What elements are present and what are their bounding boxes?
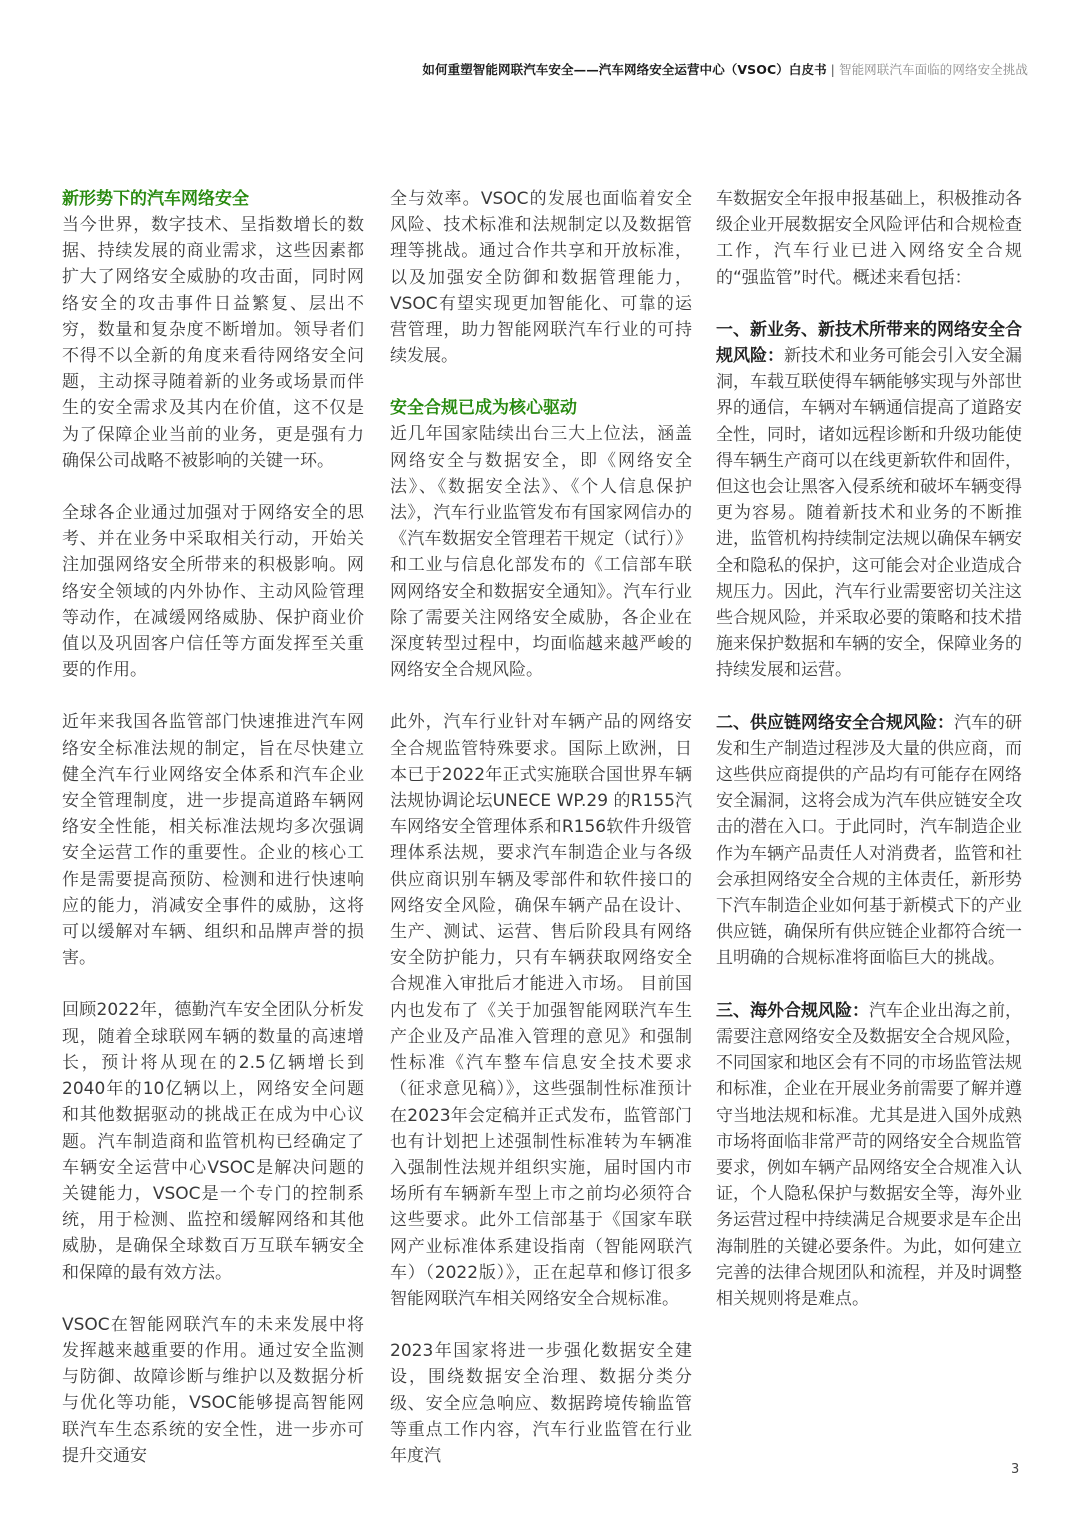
document-title: 如何重塑智能网联汽车安全——汽车网络安全运营中心（VSOC）白皮书 bbox=[422, 62, 827, 77]
header-separator: | bbox=[830, 62, 835, 77]
paragraph: 车数据安全年报申报基础上，积极推动各级企业开展数据安全风险评估和合规检查工作，汽车行业已进入网络安全合规的“强监管”时代。概述来看包括： bbox=[716, 189, 1022, 288]
heading-new-situation: 新形势下的汽车网络安全 bbox=[62, 189, 249, 209]
risk-item-2-lead: 二、供应链网络安全合规风险： bbox=[716, 712, 954, 733]
running-header bbox=[422, 60, 1028, 78]
risk-item-2-body: 汽车的研发和生产制造过程涉及大量的供应商，而这些供应商提供的产品均有可能存在网络安全漏洞，这将会成为汽车供应链安全攻击的潜在入口。于此同时，汽车制造企业作为车辆产品责任人对消费者，监管和社会承担网络安全合规的主体责任，新形势下汽车制造企业如何基于新模式下的产业供应链，确保所有供应链企业都符合统一且明确的合规标准将面临巨大的挑战。 bbox=[716, 712, 1022, 969]
paragraph: 此外，汽车行业针对车辆产品的网络安全合规监管特殊要求。国际上欧洲，日本已于2022年正式实施联合国世界车辆法规协调论坛UNECE WP.29 的R155汽车网络安全管理体系和R156软件升级管理体系法规，要求汽车制造企业与各级供应商识别车辆及零部件和软件接口的网络安全风险，确保车辆产品在设计、生产、测试、运营、售后阶段具有网络安全防护能力，只有车辆获取网络安全合规准入审批后才能进入市场。 目前国内也发布了《关于加强智能网联汽车生产企业及产品准入管理的意见》和强制性标准《汽车整车信息安全技术要求（征求意见稿）》，这些强制性标准预计在2023年会定稿并正式发布，监管部门也有计划把上述强制性标准转为车辆准入强制性法规并组织实施，届时国内市场所有车辆新车型上市之前均必须符合这些要求。此外工信部基于《国家车联网产业标准体系建设指南（智能网联汽车）（2022版）》，正在起草和修订很多智能网联汽车相关网络安全合规标准。 bbox=[390, 712, 692, 1309]
risk-item-3-lead: 三、海外合规风险： bbox=[716, 1000, 869, 1021]
paragraph: VSOC在智能网联汽车的未来发展中将发挥越来越重要的作用。通过安全监测与防御、故障诊断与维护以及数据分析与优化等功能，VSOC能够提高智能网联汽车生态系统的安全性，进一步亦可提升交通安 bbox=[62, 1314, 364, 1466]
column-1 bbox=[62, 186, 364, 1469]
risk-item-3-body: 汽车企业出海之前，需要注意网络安全及数据安全合规风险，不同国家和地区会有不同的市场监管法规和标准，企业在开展业务前需要了解并遵守当地法规和标准。尤其是进入国外成熟市场将面临非常严苛的网络安全合规监管要求，例如车辆产品网络安全合规准入认证，个人隐私保护与数据安全等，海外业务运营过程中持续满足合规要求是车企出海制胜的关键必要条件。为此，如何建立完善的法律合规团队和流程，并及时调整相关规则将是难点。 bbox=[716, 1000, 1022, 1309]
paragraph: 回顾2022年，德勤汽车安全团队分析发现，随着全球联网车辆的数量的高速增长，预计将从现在的2.5亿辆增长到2040年的10亿辆以上，网络安全问题和其他数据驱动的挑战正在成为中心议题。汽车制造商和监管机构已经确定了车辆安全运营中心VSOC是解决问题的关键能力，VSOC是一个专门的控制系统，用于检测、监控和缓解网络和其他威胁，是确保全球数百万互联车辆安全和保障的最有效方法。 bbox=[62, 1000, 364, 1283]
column-3 bbox=[716, 186, 1022, 1312]
paragraph: 全球各企业通过加强对于网络安全的思考、并在业务中采取相关行动，开始关注加强网络安全所带来的积极影响。网络安全领域的内外协作、主动风险管理等动作，在减缓网络威胁、保护商业价值以及巩固客户信任等方面发挥至关重要的作用。 bbox=[62, 503, 364, 681]
paragraph: 近几年国家陆续出台三大上位法，涵盖网络安全与数据安全，即《网络安全法》、《数据安全法》、《个人信息保护法》，汽车行业监管发布有国家网信办的《汽车数据安全管理若干规定（试行）》和工业与信息化部发布的《工信部车联网网络安全和数据安全通知》。汽车行业除了需要关注网络安全威胁，各企业在深度转型过程中，均面临越来越严峻的网络安全合规风险。 bbox=[390, 424, 692, 681]
page-number: 3 bbox=[1011, 1462, 1020, 1477]
paragraph: 全与效率。VSOC的发展也面临着安全风险、技术标准和法规制定以及数据管理等挑战。通过合作共享和开放标准，以及加强安全防御和数据管理能力，VSOC有望实现更加智能化、可靠的运营管理，助力智能网联汽车行业的可持续发展。 bbox=[390, 189, 692, 367]
paragraph: 2023年国家将进一步强化数据安全建设，围绕数据安全治理、数据分类分级、安全应急响应、数据跨境传输监管等重点工作内容，汽车行业监管在行业年度汽 bbox=[390, 1341, 692, 1466]
risk-item-2 bbox=[716, 710, 1022, 972]
paragraph: 当今世界，数字技术、呈指数增长的数据、持续发展的商业需求，这些因素都扩大了网络安全威胁的攻击面，同时网络安全的攻击事件日益繁复、层出不穷，数量和复杂度不断增加。领导者们不得不以全新的角度来看待网络安全问题，主动探寻随着新的业务或场景而伴生的安全需求及其内在价值，这不仅是为了保障企业当前的业务，更是强有力确保公司战略不被影响的关键一环。 bbox=[62, 215, 364, 471]
risk-item-1-lead: 一、新业务、新技术所带来的网络安全合规风险： bbox=[716, 319, 1022, 367]
risk-item-1 bbox=[716, 317, 1022, 684]
paragraph: 近年来我国各监管部门快速推进汽车网络安全标准法规的制定，旨在尽快建立健全汽车行业网络安全体系和汽车企业安全管理制度，进一步提高道路车辆网络安全性能，相关标准法规均多次强调安全运营工作的重要性。企业的核心工作是需要提高预防、检测和进行快速响应的能力，消减安全事件的威胁，这将可以缓解对车辆、组织和品牌声誉的损害。 bbox=[62, 712, 364, 969]
column-2 bbox=[390, 186, 692, 1469]
risk-item-1-body: 新技术和业务可能会引入安全漏洞，车载互联使得车辆能够实现与外部世界的通信，车辆对车辆通信提高了道路安全性，同时，诸如远程诊断和升级功能使得车辆生产商可以在线更新软件和固件，但这也会让黑客入侵系统和破坏车辆变得更为容易。随着新技术和业务的不断推进，监管机构持续制定法规以确保车辆安全和隐私的保护，这可能会对企业造成合规压力。因此，汽车行业需要密切关注这些合规风险，并采取必要的策略和技术措施来保护数据和车辆的安全，保障业务的持续发展和运营。 bbox=[716, 346, 1022, 681]
risk-item-3 bbox=[716, 998, 1022, 1312]
section-title: 智能网联汽车面临的网络安全挑战 bbox=[838, 62, 1028, 77]
heading-compliance-driver: 安全合规已成为核心驱动 bbox=[390, 398, 577, 419]
